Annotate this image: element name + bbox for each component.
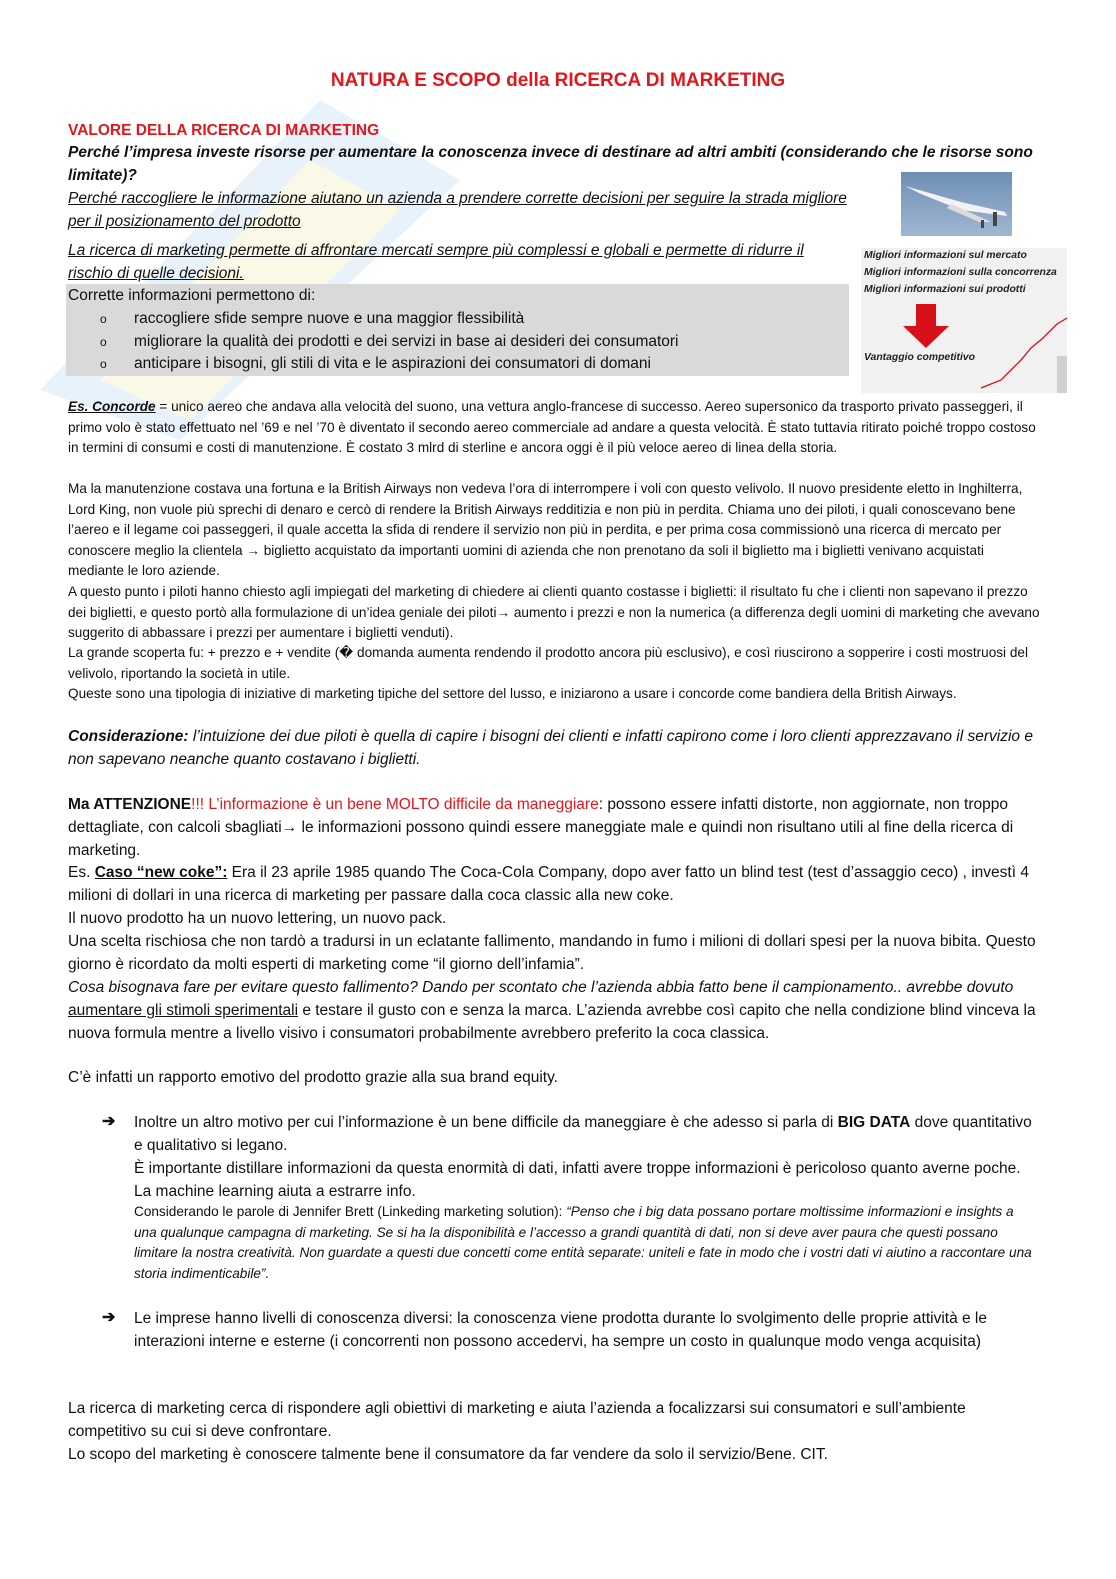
concorde-text-1: = unico aereo che andava alla velocità del suono, una vettura anglo-francese di successo. Aereo supersonico da trasporto privato passeggeri, il primo volo è stato effettuato nel ’69 e nel ’70 è diventato il secondo aereo commerciale ad andare a questa velocità. È stato tuttavia ritirato poiché troppo costoso in termini di consumi e costi di manutenzione. È costato 3 mlrd di sterline e ancora oggi è il più veloce aereo di linea della storia. [68, 399, 1036, 456]
answer-2: La ricerca di marketing permette di affrontare mercati sempre più complessi e globali e permette di ridurre il rischio di quelle decisioni. [68, 242, 804, 282]
arrow-bullet-icon: ➔ [102, 1309, 116, 1326]
bigdata-paragraph-2: È importante distillare informazioni da questa enormità di dati, infatti avere troppe informazioni è pericoloso quanto averne poche. La machine learning aiuta a estrarre info. [134, 1160, 1021, 1200]
coke-text-4-rest: e testare il gusto con e senza la marca. L’azienda avrebbe così capito che nella condizione blind vinceva la nuova formula mentre a livello visivo i consumatori probabilmente avrebbero preferito la coca classica. [68, 1002, 1036, 1042]
attention-text-b: le informazioni possono quindi essere maneggiate male e quindi non risultano utili al fine della ricerca di marketing. [68, 819, 1014, 859]
concorde-label: Es. Concorde [68, 399, 156, 414]
bigdata-text-b: dove quantitativo e qualitativo si legano. [134, 1114, 1032, 1154]
arrow-bullet-icon: ➔ [102, 1113, 116, 1130]
section-heading: VALORE DELLA RICERCA DI MARKETING [68, 122, 380, 139]
concorde-image [901, 172, 1012, 236]
bullet-item [100, 307, 524, 331]
consideration-label: Considerazione: [68, 728, 189, 745]
bigdata-quote-text: “Penso che i big data possano portare moltissime informazioni e insights a una qualunque campagna di marketing. Se si ha la disponibilità e l’accesso a grandi quantità di dati, non si deve aver paura che questi possano limitare la nostra creatività. Non guardate a questi due concetti come entità separate: uniteli e fate in modo che i vostri dati vi aiutino a raccontare una storia indimenticabile”. [134, 1204, 1032, 1281]
bullet-text: migliorare la qualità dei prodotti e dei servizi in base ai desideri dei consumatori [134, 333, 679, 350]
bullet-marker: o [100, 357, 107, 371]
down-arrow-icon [861, 248, 1067, 393]
attention-label: Ma ATTENZIONE [68, 796, 192, 813]
concorde-paragraph-5: Queste sono una tipologia di iniziative di marketing tipiche del settore del lusso, e iniziarono a usare i concorde come bandiera della British Airways. [68, 686, 957, 701]
concorde-paragraph-3 [68, 582, 1043, 644]
chart-result: Vantaggio competitivo [864, 352, 976, 363]
chart-line-2: Migliori informazioni sulla concorrenza [864, 267, 1057, 278]
bigdata-text-a: Inoltre un altro motivo per cui l’informazione è un bene difficile da maneggiare è che adesso si parla di [134, 1114, 838, 1131]
coke-text-4-italic: Cosa bisognava fare per evitare questo fallimento? Dando per scontato che l’azienda abbia fatto bene il campionamento.. avrebbe dovuto [68, 979, 1014, 996]
concorde-paragraph-4: La grande scoperta fu: + prezzo e + vendite (� domanda aumenta rendendo il prodotto ancora più esclusivo), e così riuscirono a sopperire i costi mostruosi del velivolo, riportando la società in utile. [68, 645, 1028, 681]
consideration-text: l’intuizione dei due piloti è quella di capire i bisogni dei clienti e infatti capirono come i loro clienti apprezzavano il servizio e non sapevano neanche quanto costavano i biglietti. [68, 728, 1033, 768]
attention-paragraph [68, 793, 1046, 862]
coke-label: Caso “new coke”: [94, 864, 228, 881]
chart-line-3: Migliori informazioni sui prodotti [864, 284, 1026, 295]
competitive-advantage-image [861, 248, 1067, 393]
arrow-icon: → [246, 542, 260, 558]
concorde-paragraph-2 [68, 479, 1043, 582]
question-text: Perché l’impresa investe risorse per aumentare la conoscenza invece di destinare ad altri ambiti (considerando che le risorse sono limitate)? [68, 144, 1033, 184]
consideration [68, 725, 1043, 771]
closing-paragraph-2: Lo scopo del marketing è conoscere talmente bene il consumatore da far vendere da solo il servizio/Bene. CIT. [68, 1446, 828, 1463]
bullet-item [100, 352, 651, 376]
bullet-text: anticipare i bisogni, gli stili di vita e le aspirazioni dei consumatori di domani [134, 355, 651, 372]
bigdata-quote [134, 1202, 1039, 1284]
coke-paragraph-5: C’è infatti un rapporto emotivo del prodotto grazie alla sua brand equity. [68, 1069, 558, 1086]
concorde-text-3b: aumento i prezzi e non la numerica (a differenza degli uomini di marketing che avevano suggerito di abbassare i prezzi per aumentare i biglietti venduti). [68, 604, 1040, 641]
concorde-text-3a: A questo punto i piloti hanno chiesto agli impiegati del marketing di chiedere ai clienti quanto costasse i biglietti: il risultato fu che i clienti non sapevano il prezzo dei biglietti, e questo portò alla formulazione di un’idea geniale dei piloti [68, 584, 1028, 620]
coke-paragraph-4 [68, 976, 1043, 1045]
knowledge-paragraph: Le imprese hanno livelli di conoscenza diversi: la conoscenza viene prodotta durante lo svolgimento delle proprie attività e le interazioni interne e esterne (i concorrenti non possono accedervi, ha sempre un costo in qualunque modo venga acquisita) [134, 1310, 987, 1350]
bigdata-paragraph-1 [134, 1111, 1039, 1157]
coke-paragraph-2: Il nuovo prodotto ha un nuovo lettering, un nuovo pack. [68, 910, 447, 927]
bigdata-quote-intro: Considerando le parole di Jennifer Brett (Linkeding marketing solution): [134, 1204, 567, 1219]
closing-paragraph-1: La ricerca di marketing cerca di rispondere agli obiettivi di marketing e aiuta l’azienda a focalizzarsi sui consumatori e sull’ambiente competitivo su cui si deve confrontare. [68, 1400, 966, 1440]
correct-info-intro: Corrette informazioni permettono di: [68, 287, 316, 304]
arrow-icon: → [281, 819, 298, 836]
attention-red-text: L’informazione è un bene MOLTO difficile da maneggiare [208, 796, 599, 813]
attention-text-a: : possono essere infatti distorte, non aggiornate, non troppo dettagliate, con calcoli sbagliati [68, 796, 1008, 836]
bullet-item [100, 330, 679, 354]
bullet-text: raccogliere sfide sempre nuove e una maggior flessibilità [134, 310, 525, 327]
bullet-marker: o [100, 335, 107, 349]
concorde-text-2b: biglietto acquistato da importanti uomini di azienda che non prenotano da soli il biglietto ma i biglietti venivano acquistati mediante le loro aziende. [68, 542, 984, 579]
page-title: NATURA E SCOPO della RICERCA DI MARKETING [330, 70, 786, 91]
coke-es: Es. [68, 864, 95, 881]
bullet-marker: o [100, 312, 107, 326]
attention-exclaim: !!! [191, 796, 209, 813]
coke-text-1: Era il 23 aprile 1985 quando The Coca-Cola Company, dopo aver fatto un blind test (test d’assaggio ceco) , investì 4 milioni di dollari in una ricerca di marketing per passare dalla coca classic alla new coke. [68, 864, 1029, 904]
answer-1: Perché raccogliere le informazione aiutano un azienda a prendere corrette decisioni per seguire la strada migliore per il posizionamento del prodotto [68, 190, 847, 230]
coke-text-4-underline: aumentare gli stimoli sperimentali [68, 1002, 299, 1019]
concorde-paragraph-1 [68, 397, 1040, 459]
coke-paragraph-1 [68, 861, 1043, 907]
concorde-text-2a: Ma la manutenzione costava una fortuna e la British Airways non vedeva l’ora di interrompere i voli con questo velivolo. Il nuovo presidente eletto in Inghilterra, Lord King, non vuole più sprechi di denaro e cercò di rendere la British Airways redditizia e non più in perdita. Chiama uno dei piloti, i quali conoscevano bene l’aereo e il legame coi passeggeri, il quale accetta la sfida di rendere il servizio non più in perdita, e per prima cosa commissionò una ricerca di mercato per conoscere meglio la clientela [68, 481, 1023, 558]
arrow-icon: → [496, 604, 511, 620]
coke-paragraph-3: Una scelta rischiosa che non tardò a tradursi in un eclatante fallimento, mandando in fumo i milioni di dollari spesi per la nuova bibita. Questo giorno è ricordato da molti esperti di marketing come “il giorno dell’infamia”. [68, 933, 1036, 973]
bigdata-bold: BIG DATA [837, 1114, 911, 1131]
chart-line-1: Migliori informazioni sul mercato [864, 250, 1027, 261]
